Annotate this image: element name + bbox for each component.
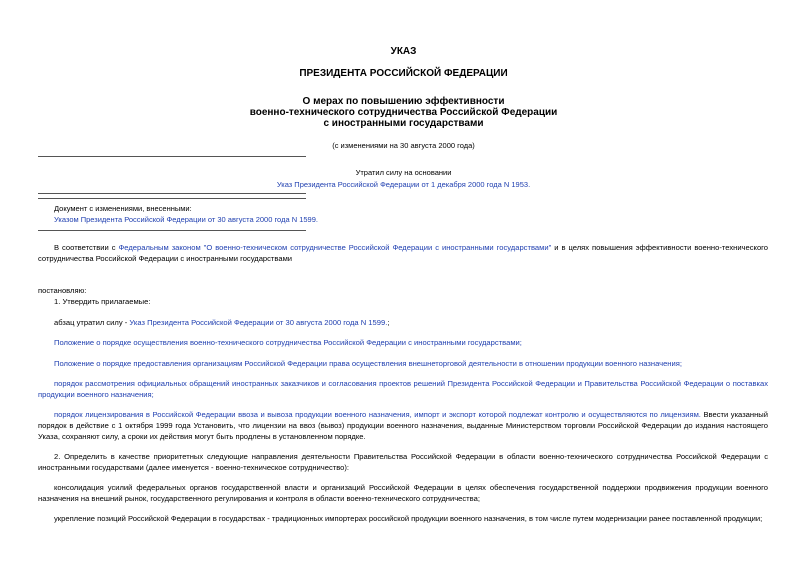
amendment-note: (с изменениями на 30 августа 2000 года) bbox=[332, 141, 475, 150]
item2-heading: 2. Определить в качестве приоритетных следующие направления деятельности Правительства Российской Федерации в области военно-технического сотрудничества Российской Федерации с иностранными государствами (далее именуется - военно-техническое сотрудничество): bbox=[38, 452, 768, 472]
item2-para1: консолидация усилий федеральных органов государственной власти и организаций Российской Федерации в целях обеспечения государственной поддержки продвижения продукции военного назначения на внешний рынок, государственного регулирования и контроля в области военно-технического сотрудничества; bbox=[38, 483, 768, 503]
preamble-after: и в целях повышения эффективности военно-технического сотрудничества Российской Федерации с иностранными государствами bbox=[38, 243, 768, 263]
changes-link[interactable]: Указом Президента Российской Федерации от 30 августа 2000 года N 1599. bbox=[54, 215, 318, 224]
item1-para1-after: ; bbox=[387, 318, 390, 327]
procedure-requests-link[interactable]: порядок рассмотрения официальных обращений иностранных заказчиков и согласования проектов решений Президента Российской Федерации и Правительства Российской Федерации о поставках продукции военного назначения; bbox=[38, 379, 768, 399]
divider-2 bbox=[38, 193, 306, 194]
regulation-trade-rights-link[interactable]: Положение о порядке предоставления организациям Российской Федерации права осуществления внешнеторговой деятельности в отношении продукции военного назначения; bbox=[54, 359, 682, 368]
decree-title: УКАЗ bbox=[390, 46, 417, 57]
item1-para5-after: Ввести указанный порядок в действие с 1 октября 1999 года Установить, что лицензии на ввоз (вывоз) продукции военного назначения, выданные Министерством торговли Российской Федерации до издания настоящего Указа, сохраняют силу, а сроки их действия могут быть продлены в установленном порядке. bbox=[38, 410, 768, 441]
item1-para1-before: абзац утратил силу - bbox=[54, 318, 130, 327]
divider-4 bbox=[38, 230, 306, 231]
revocation-text: Утратил силу на основании bbox=[355, 168, 452, 177]
subject-line-1: О мерах по повышению эффективности bbox=[302, 96, 505, 107]
revocation-link[interactable]: Указ Президента Российской Федерации от 1 декабря 2000 года N 1953. bbox=[276, 180, 531, 189]
divider-1 bbox=[38, 156, 306, 157]
licensing-procedure-link[interactable]: порядок лицензирования в Российской Федерации ввоза и вывоза продукции военного назначения, импорт и экспорт которой подлежат контролю и осуществляются по лицензиям. bbox=[54, 410, 701, 419]
subject-line-3: с иностранными государствами bbox=[323, 118, 484, 129]
item1-heading: 1. Утвердить прилагаемые: bbox=[54, 297, 151, 306]
divider-3 bbox=[38, 198, 306, 199]
item1-para5 bbox=[38, 409, 768, 442]
decree-subject bbox=[0, 96, 807, 129]
decree-issuer: ПРЕЗИДЕНТА РОССИЙСКОЙ ФЕДЕРАЦИИ bbox=[299, 68, 508, 79]
preamble bbox=[38, 242, 768, 264]
item2-para2: укрепление позиций Российской Федерации в государствах - традиционных импортерах российской продукции военного назначения, в том числе путем модернизации ранее поставленной продукции; bbox=[54, 514, 763, 523]
subject-line-2: военно-технического сотрудничества Российской Федерации bbox=[249, 107, 558, 118]
changes-label: Документ с изменениями, внесенными: bbox=[54, 204, 192, 213]
decree-1599-link[interactable]: Указ Президента Российской Федерации от 30 августа 2000 года N 1599. bbox=[129, 318, 388, 327]
federal-law-link[interactable]: Федеральным законом "О военно-техническом сотрудничестве Российской Федерации с иностранными государствами" bbox=[118, 243, 552, 252]
item1-para1 bbox=[54, 317, 389, 328]
preamble-before: В соответствии с bbox=[54, 243, 119, 252]
resolve-word: постановляю: bbox=[38, 286, 87, 295]
regulation-cooperation-link[interactable]: Положение о порядке осуществления военно-технического сотрудничества Российской Федерации с иностранными государствами; bbox=[54, 338, 522, 347]
